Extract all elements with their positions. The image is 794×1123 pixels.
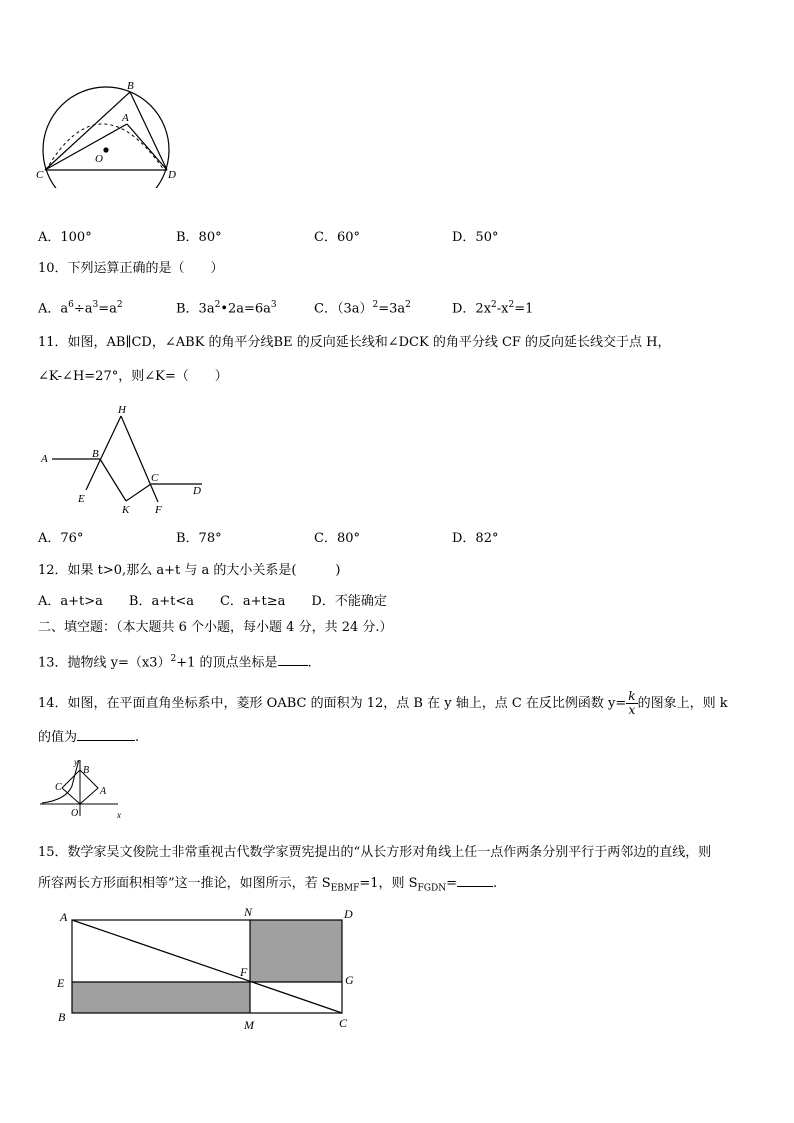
q14-answer-blank[interactable] <box>77 740 135 741</box>
q10-c-pre: C．（3a） <box>314 301 373 317</box>
q10-option-b <box>176 296 277 318</box>
circle-o <box>43 87 169 188</box>
q10-a-pre: A．a <box>38 301 69 317</box>
q10-b-exp2: 3 <box>270 300 277 310</box>
q10-c-exp: 2 <box>372 300 379 310</box>
label-c: C <box>151 472 159 484</box>
q9-option-c: C．60° <box>314 230 360 245</box>
label-f: F <box>155 504 162 516</box>
q9-option-a: A．100° <box>38 230 92 245</box>
q10-c-exp2: 2 <box>405 300 411 310</box>
q14-line2 <box>38 729 139 747</box>
q15-sub1: EBMF <box>330 883 360 894</box>
label-c: C <box>36 169 44 181</box>
shaded-fgdn <box>250 920 342 982</box>
q10-a-mid: ÷a <box>73 301 93 317</box>
label-b: B <box>58 1010 66 1024</box>
q10-d-exp2: 2 <box>508 300 515 310</box>
line-bk <box>100 459 126 501</box>
q11-option-d: D．82° <box>452 531 499 546</box>
line-ca <box>45 124 127 170</box>
q14-figure <box>36 756 126 822</box>
label-x: x <box>117 810 121 820</box>
q10-d-mid: -x <box>496 301 509 317</box>
q10-stem: 10．下列运算正确的是（ ） <box>38 261 224 276</box>
q15-line2-eq: = <box>446 876 457 891</box>
label-b: B <box>92 448 99 460</box>
q10-a-exp2: 3 <box>92 300 99 310</box>
q10-a-eq: =a <box>98 301 117 317</box>
q10-b-mid: •2a=6a <box>220 301 271 317</box>
label-e: E <box>78 493 85 505</box>
q15-line2-end: . <box>492 876 498 891</box>
q11-option-b: B．78° <box>176 531 222 546</box>
label-d: D <box>344 907 353 921</box>
q12-stem: 12．如果 t>0,那么 a+t 与 a 的大小关系是( ) <box>38 563 341 578</box>
q15-line2-mid: =1，则 S <box>359 876 418 891</box>
label-d: D <box>193 485 201 497</box>
q15-line2-pre: 所容两长方形面积相等”这一推论，如图所示，若 S <box>38 876 331 891</box>
q10-option-c <box>314 296 411 318</box>
q10-d-exp1: 2 <box>491 300 497 310</box>
q14-line2-pre: 的值为 <box>38 730 78 745</box>
label-d: D <box>168 169 176 181</box>
q10-d-pre: D．2x <box>452 301 492 317</box>
line-cb <box>45 92 130 170</box>
q14-line1-pre: 14．如图，在平面直角坐标系中，菱形 OABC 的面积为 12，点 B 在 y 轴上，点 C 在反比例函数 y= <box>38 696 627 711</box>
q10-option-a <box>38 296 123 318</box>
q9-circle-figure <box>30 78 190 188</box>
label-e: E <box>57 976 65 990</box>
q9-option-d: D．50° <box>452 230 499 245</box>
section-heading: 二、填空题：（本大题共 6 个小题，每小题 4 分，共 24 分.） <box>38 620 393 635</box>
line-ad <box>127 124 167 170</box>
label-a: A <box>41 453 48 465</box>
q13-stem-exp: 2 <box>170 654 177 664</box>
label-a: A <box>122 112 129 124</box>
q10-b-exp1: 2 <box>214 300 221 310</box>
q10-a-exp3: 2 <box>116 300 123 310</box>
label-o: O <box>95 153 103 165</box>
q15-line2 <box>38 875 497 898</box>
q14-frac-num: k <box>628 689 636 703</box>
q15-line1: 15．数学家吴文俊院士非常重视古代数学家贾宪提出的“从长方形对角线上任一点作两条分别平行于两邻边的直线，则 <box>38 845 712 860</box>
label-n: N <box>244 905 253 919</box>
label-f: F <box>240 965 248 979</box>
q11-option-a: A．76° <box>38 531 84 546</box>
line-hf <box>121 416 158 502</box>
label-b: B <box>127 80 134 92</box>
q15-sub2: FGDN <box>417 883 447 894</box>
q14-fraction <box>626 690 637 717</box>
q10-a-exp1: 6 <box>68 300 74 310</box>
q13-stem <box>38 650 312 672</box>
label-a: A <box>60 910 68 924</box>
q13-stem-post: +1 的顶点坐标是 <box>176 655 278 671</box>
center-dot <box>103 147 108 152</box>
q11-stem-line2: ∠K-∠H=27°，则∠K=（ ） <box>38 369 228 384</box>
label-c: C <box>55 782 62 793</box>
q15-answer-blank[interactable] <box>457 886 493 887</box>
q12-options: A．a+t>a B．a+t<a C．a+t≥a D．不能确定 <box>38 594 387 609</box>
q13-stem-end: . <box>307 655 312 671</box>
label-o: O <box>71 808 79 819</box>
q15-figure <box>54 904 370 1036</box>
q10-c-tail: =3a <box>378 301 406 317</box>
q11-stem-line1: 11．如图，AB∥CD，∠ABK 的角平分线BE 的反向延长线和∠DCK 的角平分线 CF 的反向延长线交于点 H， <box>38 335 671 350</box>
q10-option-d <box>452 296 533 318</box>
label-k: K <box>122 504 130 516</box>
q13-stem-pre: 13．抛物线 y=（x3） <box>38 655 171 671</box>
q14-line2-end: . <box>135 730 140 745</box>
shaded-ebmf <box>72 982 250 1013</box>
label-y: y <box>74 757 78 767</box>
label-g: G <box>345 973 354 987</box>
q11-option-c: C．80° <box>314 531 360 546</box>
q14-frac-den: x <box>628 703 636 717</box>
label-b: B <box>83 765 90 776</box>
q14-line1-post: 的图象上，则 k <box>637 696 728 711</box>
q11-figure <box>36 400 216 520</box>
label-a: A <box>100 786 107 797</box>
q14-line1 <box>38 690 728 717</box>
label-h: H <box>118 404 126 416</box>
line-kc <box>126 484 151 501</box>
label-c: C <box>339 1016 348 1030</box>
q10-b-pre: B．3a <box>176 301 215 317</box>
q10-d-tail: =1 <box>514 301 534 317</box>
q9-option-b: B．80° <box>176 230 222 245</box>
q13-answer-blank[interactable] <box>278 665 308 666</box>
label-m: M <box>244 1018 254 1032</box>
